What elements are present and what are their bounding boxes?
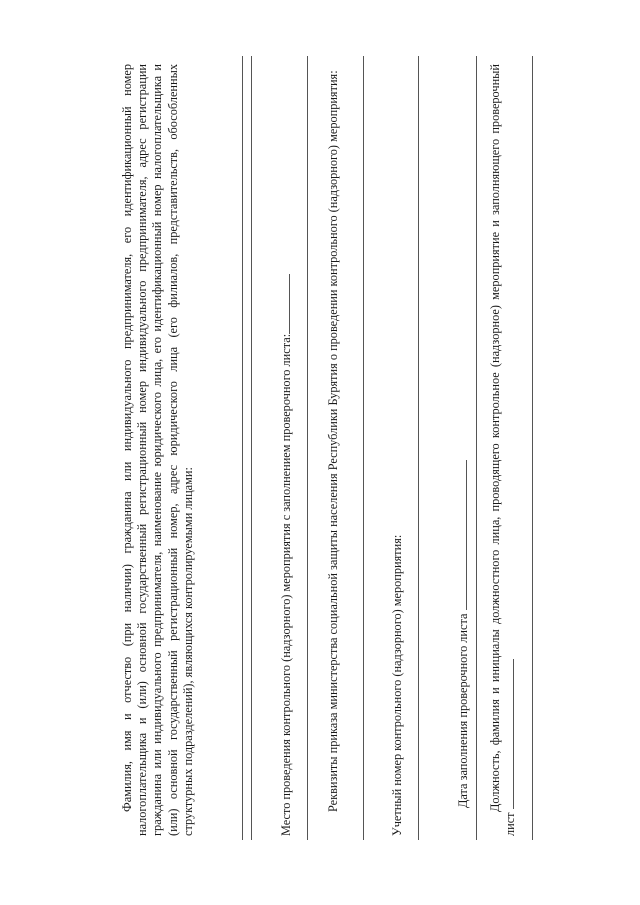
section-divider [363, 56, 364, 840]
answer-line-controlled-person [242, 56, 243, 840]
rotated-form-page [120, 56, 588, 840]
section-divider [476, 56, 477, 840]
section-divider [251, 56, 252, 840]
controlled-person-info-label: Фамилия, имя и отчество (при наличии) гражданина или индивидуального предпринимателя, его идентификационный номер налогоплательщика и (или) основной государственный регистрационный номер индивидуального предпринимателя, адрес регистрации гражданина или индивидуального предпринимателя, наименование юридического лица, его идентификационный номер налогоплательщика и (или) основной государственный регистрационный номер, адрес юридического лица (его филиалов, представительств, обособленных структурных подразделений), являющихся контролируемыми лицами: [120, 64, 195, 836]
registration-number-label: Учетный номер контрольного (надзорного) мероприятия: [390, 534, 404, 836]
order-details-label: Реквизиты приказа министерства социальной защиты населения Республики Бурятия о проведении контрольного (надзорного) мероприятия: [326, 70, 340, 812]
section-divider [418, 56, 419, 840]
official-label: Должность, фамилия и инициалы должностного лица, проводящего контрольное (надзорное) мероприятие и заполняющего проверочный лист [488, 64, 518, 836]
section-divider [307, 56, 308, 840]
fill-date-label: Дата заполнения проверочного листа [456, 64, 471, 836]
section-divider [532, 56, 533, 840]
inspection-place-label: Место проведения контрольного (надзорного) мероприятия с заполнением проверочного листа: [279, 64, 294, 836]
